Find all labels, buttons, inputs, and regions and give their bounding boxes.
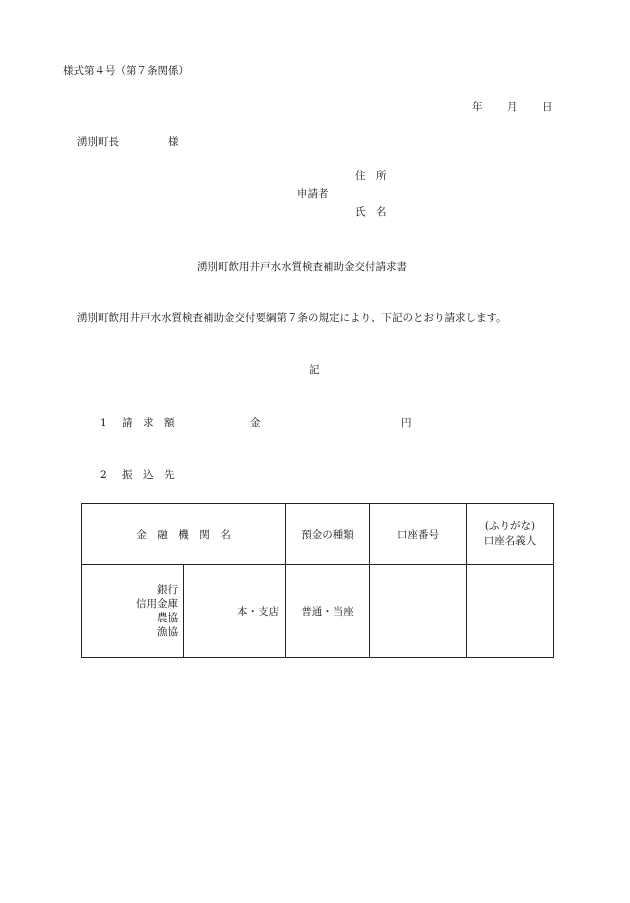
table-body-row: [82, 565, 554, 658]
account-number-header: [370, 504, 467, 565]
date-day-label: 日: [542, 101, 553, 113]
institution-header-label: 金 融 機 関 名: [136, 528, 231, 541]
deposit-type-header-label: 預金の種類: [301, 528, 354, 541]
item-number: 2: [100, 469, 107, 481]
branch-label: 本・支店: [237, 605, 279, 618]
bank-account-table: [81, 503, 554, 658]
institution-type-cell[interactable]: [82, 565, 184, 658]
body-text: 湧別町飲用井戸水水質検査補助金交付要綱第７条の規定により、下記のとおり請求します。: [77, 312, 507, 324]
institution-type-shinkin: 信用金庫: [136, 598, 178, 610]
ki-label: 記: [309, 364, 320, 376]
date-year-label: 年: [472, 101, 483, 113]
account-number-cell[interactable]: [370, 565, 467, 658]
addressee-name: 湧別町長: [77, 136, 119, 148]
document-title: 湧別町飲用井戸水水質検査補助金交付請求書: [197, 261, 407, 273]
deposit-type-cell[interactable]: [286, 565, 370, 658]
name-label: 氏 名: [355, 206, 387, 218]
amount-label: 請 求 額: [122, 417, 175, 429]
account-holder-header: [467, 504, 554, 565]
deposit-options: 普通・当座: [301, 605, 354, 618]
holder-kana-label: (ふりがな): [484, 520, 536, 532]
institution-type-nokyo: 農協: [157, 612, 178, 624]
applicant-label: 申請者: [297, 188, 329, 200]
branch-cell[interactable]: [184, 565, 286, 658]
table-header-row: [82, 504, 554, 565]
addressee-honorific: 様: [168, 136, 179, 148]
institution-header: [82, 504, 286, 565]
item-number: 1: [100, 417, 107, 429]
amount-suffix: 円: [401, 417, 412, 429]
form-number-label: 様式第４号（第７条関係）: [63, 65, 189, 77]
transfer-label: 振 込 先: [122, 469, 175, 481]
deposit-type-header: [286, 504, 370, 565]
address-label: 住 所: [355, 170, 387, 182]
date-month-label: 月: [507, 101, 518, 113]
institution-type-gyokyo: 漁協: [157, 626, 178, 638]
holder-name-label: 口座名義人: [483, 535, 537, 547]
account-holder-cell[interactable]: [467, 565, 554, 658]
institution-type-bank: 銀行: [157, 584, 178, 596]
amount-prefix: 金: [250, 417, 261, 429]
account-number-header-label: 口座番号: [397, 528, 439, 541]
